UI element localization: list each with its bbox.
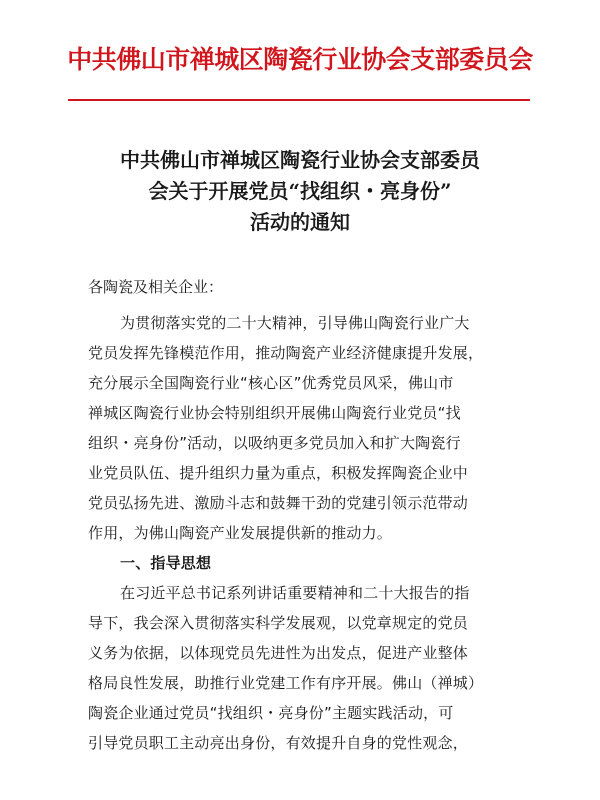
intro-paragraph-line: 充分展示全国陶瓷行业“核心区”优秀党员风采，佛山市 [88, 374, 454, 392]
section1-paragraph-line: 引导党员职工主动亮出身份，有效提升自身的党性观念， [88, 734, 469, 752]
intro-paragraph-line: 组织・亮身份”活动，以吸纳更多党员加入和扩大陶瓷行 [88, 434, 461, 452]
intro-paragraph-line: 作用，为佛山陶瓷产业发展提供新的推动力。 [88, 524, 393, 542]
document-body [88, 308, 528, 758]
section1-paragraph-line: 在习近平总书记系列讲话重要精神和二十大报告的指 [120, 584, 470, 602]
title-line: 活动的通知 [250, 210, 350, 234]
intro-paragraph-line: 党员弘扬先进、激励斗志和鼓舞干劲的党建引领示范带动 [88, 494, 469, 512]
intro-paragraph-line: 业党员队伍、提升组织力量为重点，积极发挥陶瓷企业中 [88, 464, 469, 482]
title-line: 中共佛山市禅城区陶瓷行业协会支部委员 [120, 148, 480, 172]
title-line: 会关于开展党员“找组织・亮身份” [148, 179, 452, 203]
intro-paragraph-line: 为贯彻落实党的二十大精神，引导佛山陶瓷行业广大 [120, 314, 470, 332]
section1-paragraph-line: 格局良性发展，助推行业党建工作有序开展。佛山（禅城） [88, 674, 484, 692]
intro-paragraph-line: 禅城区陶瓷行业协会特别组织开展佛山陶瓷行业党员“找 [88, 404, 461, 422]
section1-paragraph-line: 导下，我会深入贯彻落实科学发展观，以党章规定的党员 [88, 614, 469, 632]
section1-paragraph-line: 陶瓷企业通过党员“找组织・亮身份”主题实践活动，可 [88, 704, 454, 722]
section-heading-guiding-ideology: 一、指导思想 [120, 554, 212, 572]
document-title [0, 145, 600, 238]
salutation: 各陶瓷及相关企业： [88, 278, 224, 296]
intro-paragraph-line: 党员发挥先锋模范作用，推动陶瓷产业经济健康提升发展， [88, 344, 484, 362]
section1-paragraph-line: 义务为依据，以体现党员先进性为出发点，促进产业整体 [88, 644, 469, 662]
red-divider-rule [68, 99, 530, 101]
masthead-org-name: 中共佛山市禅城区陶瓷行业协会支部委员会 [67, 45, 533, 74]
